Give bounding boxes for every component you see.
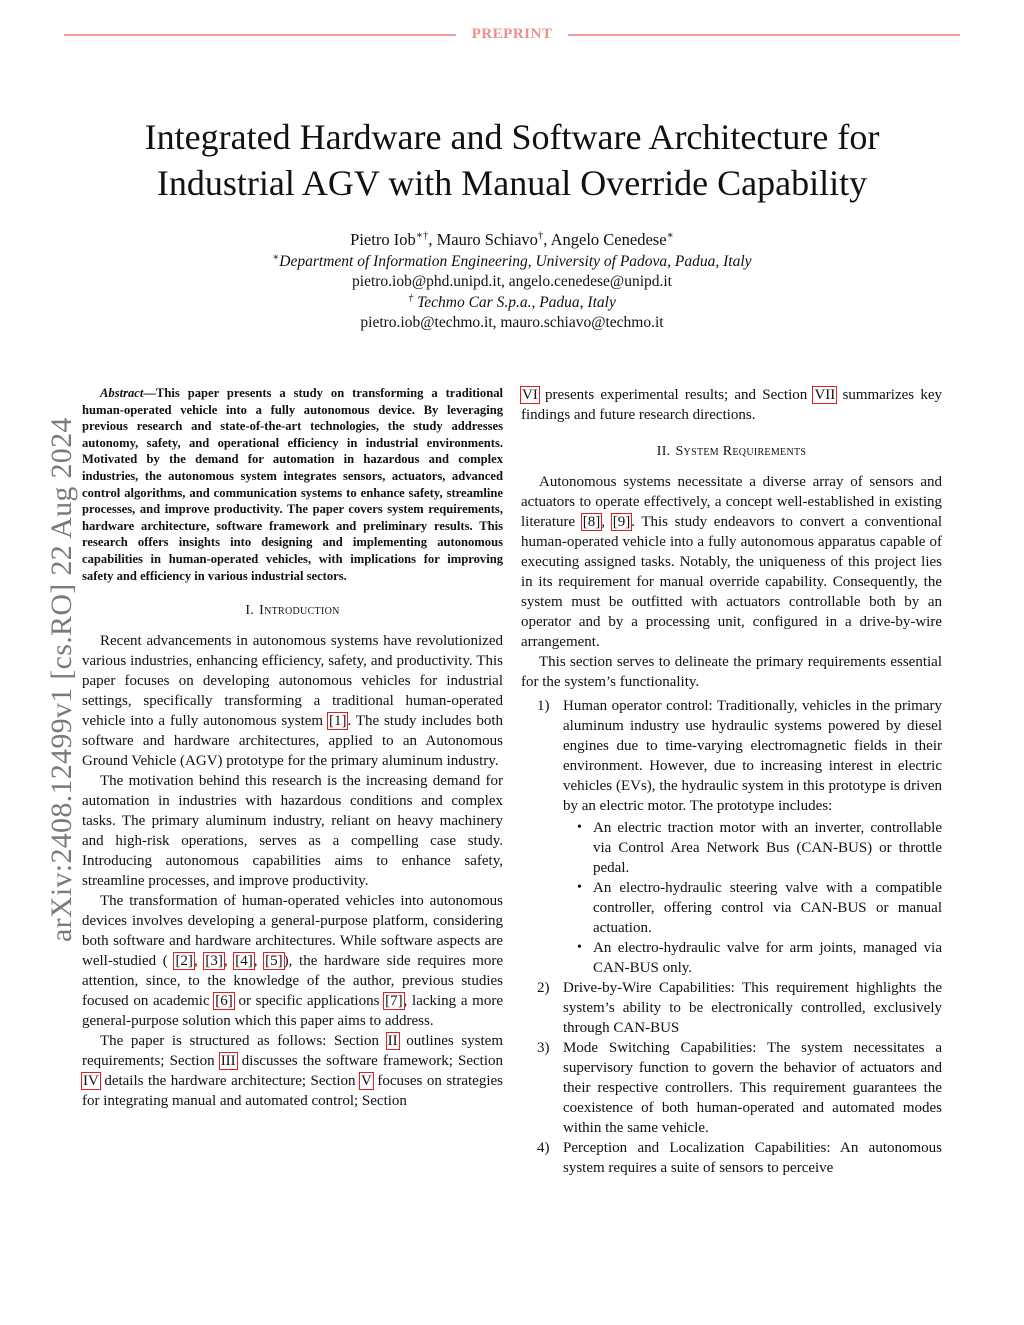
prototype-bullet-list bbox=[563, 818, 942, 978]
intro-p3-comma-1: , bbox=[193, 953, 205, 970]
title-line-1: Integrated Hardware and Software Architecture for bbox=[144, 117, 880, 157]
right-column bbox=[521, 385, 942, 1178]
affiliation-1-mark: ∗ bbox=[272, 251, 280, 263]
citation-link-6[interactable]: [6] bbox=[215, 993, 233, 1010]
abstract bbox=[82, 385, 503, 584]
section-link-vii[interactable]: VII bbox=[814, 387, 836, 403]
bullet-item: • An electric traction motor with an inverter, controllable via Control Area Network Bus (CAN-BUS) or throttle pedal. bbox=[563, 818, 942, 878]
intro-paragraph-4-continued bbox=[521, 385, 942, 425]
citation-link-7[interactable]: [7] bbox=[385, 993, 403, 1010]
intro-p3-text-c: or specific applications bbox=[233, 993, 385, 1010]
author-1: Pietro Iob bbox=[350, 230, 416, 249]
author-2: , Mauro Schiavo bbox=[428, 230, 538, 249]
intro-p4-text-c: discusses the software framework; Section bbox=[236, 1053, 503, 1070]
affiliation-1-text: Department of Information Engineering, University of Padova, Padua, Italy bbox=[279, 252, 752, 270]
preprint-label: PREPRINT bbox=[471, 26, 553, 42]
affiliation-2 bbox=[150, 293, 874, 314]
requirement-number: 3) bbox=[537, 1040, 550, 1056]
title-line-2: Industrial AGV with Manual Override Capability bbox=[156, 163, 868, 203]
citation-link-2[interactable]: [2] bbox=[175, 953, 193, 970]
author-2-marks: † bbox=[537, 229, 544, 242]
paper-title bbox=[60, 114, 964, 206]
citation-link-1[interactable]: [1] bbox=[328, 713, 347, 730]
section-link-v[interactable]: V bbox=[361, 1073, 372, 1090]
author-names bbox=[150, 230, 874, 251]
intro-p4-text-a: The paper is structured as follows: Section bbox=[100, 1033, 387, 1050]
intro-p3-text-d: , lacking a more general-purpose solution which this paper aims to address. bbox=[82, 993, 503, 1030]
citation-link-8[interactable]: [8] bbox=[582, 514, 601, 530]
requirement-text: Drive-by-Wire Capabilities: This requirement highlights the system’s ability to be electronically controlled, exclusively through CAN-BUS bbox=[563, 980, 942, 1036]
bullet-item: • An electro-hydraulic steering valve with a compatible controller, offering control via CAN-BUS or manual actuation. bbox=[563, 878, 942, 938]
requirement-number: 2) bbox=[537, 980, 550, 996]
intro-p4-text-d: details the hardware architecture; Section bbox=[99, 1073, 361, 1090]
abstract-label bbox=[100, 386, 143, 400]
arxiv-identifier-stamp: arXiv:2408.12499v1 [cs.RO] 22 Aug 2024 bbox=[45, 417, 78, 942]
author-3: , Angelo Cenedese bbox=[543, 230, 667, 249]
citation-link-4[interactable]: [4] bbox=[235, 953, 253, 970]
intro-p1-text-a: Recent advancements in autonomous systems have revolutionized various industries, enhancing efficiency, safety, and productivity. This paper focuses on developing autonomous vehicles for industrial settings, specifically transforming a traditional human-operated vehicle into a fully autonomous system bbox=[82, 633, 503, 730]
affiliation-1 bbox=[150, 252, 874, 273]
citation-link-3[interactable]: [3] bbox=[205, 953, 223, 970]
author-1-marks: ∗† bbox=[415, 229, 429, 242]
intro-paragraph-1 bbox=[82, 631, 503, 771]
left-column bbox=[82, 385, 503, 1111]
section-2-number: II. bbox=[656, 444, 671, 459]
intro-p4-text-e: focuses on strategies for integrating manual and automated control; Section bbox=[82, 1073, 503, 1110]
intro-p1-text-b: . The study includes both software and hardware architectures, applied to an Autonomous Ground Vehicle (AGV) prototype for the primary aluminum industry. bbox=[82, 713, 503, 770]
citation-link-9[interactable]: [9] bbox=[612, 514, 631, 530]
abstract-label-text: Abstract bbox=[100, 386, 144, 400]
section-2-title: System Requirements bbox=[675, 444, 807, 459]
intro-p3-text-a: The transformation of human-operated vehicles into autonomous devices involves developing a general-purpose platform, considering both software and hardware architectures. While software aspects are well-studied ( bbox=[82, 893, 503, 970]
section-link-ii[interactable]: II bbox=[387, 1033, 398, 1050]
requirement-text: Human operator control: Traditionally, vehicles in the primary aluminum industry use hydraulic systems powered by diesel engines due to time-varying electromagnetic fields in their environment. However, due to increasing interest in electric vehicles (EVs), the hydraulic system in this prototype is driven by an electric motor. The prototype includes: bbox=[563, 698, 942, 814]
intro-p3-comma-3: , bbox=[253, 953, 265, 970]
citation-link-5[interactable]: [5] bbox=[265, 953, 283, 970]
section-link-iii[interactable]: III bbox=[220, 1053, 236, 1070]
intro-p4-text-f: presents experimental results; and Section bbox=[538, 387, 814, 403]
abstract-text: This paper presents a study on transforming a traditional human-operated vehicle into a fully autonomous device. By leveraging previous research and state-of-the-art technologies, the study addresses autonomy, safety, and operational efficiency in industrial environments. Motivated by the demand for automation in hazardous and complex industries, the autonomous system integrates sensors, actuators, advanced control algorithms, and communication systems to enhance safety, streamline processes, and improve productivity. The paper covers system requirements, hardware architecture, software framework and preliminary results. This research offers insights into designing and implementing autonomous capabilities in human-operated vehicles, with implications for improving safety and efficiency in various industrial sectors. bbox=[82, 386, 503, 583]
requirements-list bbox=[521, 696, 942, 1178]
requirement-text: Mode Switching Capabilities: The system necessitates a supervisory function to govern the behavior of actuators and their respective controllers. This requirement guarantees the coexistence of both human-operated and automated modes within the same vehicle. bbox=[563, 1040, 942, 1136]
requirements-paragraph-1 bbox=[521, 472, 942, 652]
preprint-banner bbox=[64, 24, 960, 44]
section-heading-introduction bbox=[82, 601, 503, 621]
abstract-dash: — bbox=[143, 386, 156, 400]
req-p1-comma: , bbox=[601, 514, 612, 530]
section-heading-system-requirements bbox=[521, 442, 942, 462]
intro-p4-text-b: outlines system requirements; Section bbox=[82, 1033, 503, 1070]
intro-paragraph-3 bbox=[82, 891, 503, 1031]
section-link-vi[interactable]: VI bbox=[522, 387, 538, 403]
intro-paragraph-4 bbox=[82, 1031, 503, 1111]
affiliation-2-text: Techmo Car S.p.a., Padua, Italy bbox=[413, 293, 616, 311]
requirements-paragraph-2: This section serves to delineate the primary requirements essential for the system’s functionality. bbox=[521, 654, 942, 690]
req-p1-text-b: . This study endeavors to convert a conventional human-operated vehicle into a fully autonomous apparatus capable of executing assigned tasks. Notably, the uniqueness of this project lies in its requirement for manual override capability. Consequently, the system must be outfitted with actuators controllable both by an operator and by a processing unit, configured in a drive-by-wire arrangement. bbox=[521, 514, 942, 650]
intro-p3-comma-2: , bbox=[223, 953, 235, 970]
author-block bbox=[150, 230, 874, 334]
requirement-item bbox=[521, 978, 942, 1038]
req-p1-text-a: Autonomous systems necessitate a diverse array of sensors and actuators to operate effectively, a concept well-established in existing literature bbox=[521, 474, 942, 530]
section-link-iv[interactable]: IV bbox=[83, 1073, 99, 1090]
intro-paragraph-2: The motivation behind this research is the increasing demand for automation in industries with hazardous conditions and complex tasks. The primary aluminum industry, reliant on heavy machinery and high-risk operations, serves as a compelling case study. Introducing autonomous capabilities aims to enhance safety, streamline processes, and improve productivity. bbox=[82, 773, 503, 890]
email-line-2: pietro.iob@techmo.it, mauro.schiavo@techmo.it bbox=[360, 314, 664, 331]
requirement-item bbox=[521, 1038, 942, 1138]
requirement-item bbox=[521, 1138, 942, 1178]
requirement-text: Perception and Localization Capabilities: An autonomous system requires a suite of sensors to perceive bbox=[563, 1140, 942, 1176]
section-1-title: Introduction bbox=[259, 603, 340, 619]
intro-p4-text-g: summarizes key findings and future research directions. bbox=[521, 387, 942, 423]
requirement-number: 4) bbox=[537, 1140, 550, 1156]
intro-p3-text-b: ), the hardware side requires more attention, since, to the knowledge of the author, previous studies focused on academic bbox=[82, 953, 504, 1010]
author-3-marks: ∗ bbox=[666, 229, 674, 242]
requirement-number: 1) bbox=[537, 698, 550, 714]
section-1-number: I. bbox=[245, 603, 255, 619]
bullet-item: • An electro-hydraulic valve for arm joints, managed via CAN-BUS only. bbox=[563, 938, 942, 978]
email-line-1: pietro.iob@phd.unipd.it, angelo.cenedese@unipd.it bbox=[352, 273, 672, 290]
banner-rule-right bbox=[568, 34, 960, 36]
affiliation-2-mark: † bbox=[408, 292, 414, 304]
requirement-item bbox=[521, 696, 942, 978]
